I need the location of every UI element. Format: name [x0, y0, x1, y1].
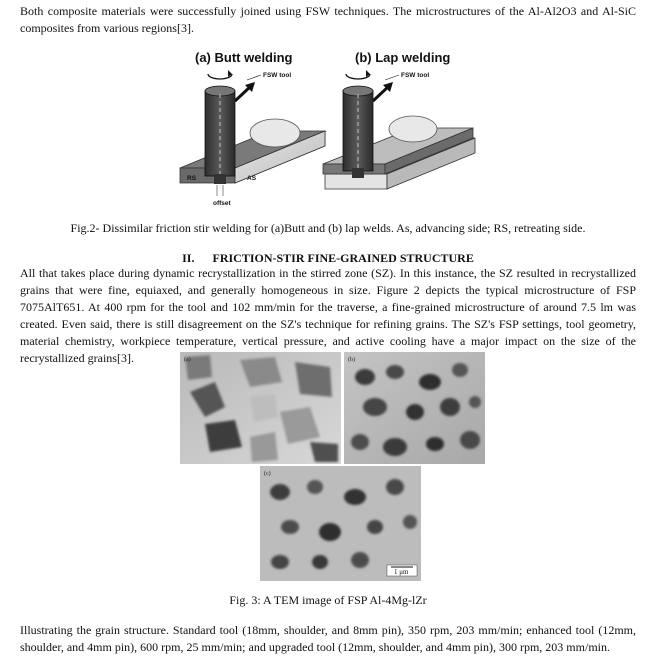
- as-label: AS: [247, 175, 257, 182]
- intro-paragraph: Both composite materials were successfully joined using FSW techniques. The microstructures of the Al-Al2O3 and Al-SiC composites from various regions[3].: [20, 4, 636, 35]
- rs-label: RS: [187, 175, 197, 182]
- offset-label: offset: [213, 200, 231, 207]
- panel-b-title: (b) Lap welding: [355, 50, 451, 65]
- panel-b-tool-label: FSW tool: [401, 72, 430, 79]
- scale-bar-label: 1 μm: [394, 568, 409, 576]
- panel-a-title: (a) Butt welding: [195, 50, 293, 65]
- section-title: FRICTION-STIR FINE-GRAINED STRUCTURE: [212, 251, 474, 265]
- micrograph-c: [260, 466, 421, 581]
- figure-3-tem-micrographs: [180, 352, 485, 582]
- section-number: II.: [182, 251, 195, 265]
- section-heading: [0, 251, 656, 266]
- micrograph-a: [180, 352, 341, 464]
- figure-2-caption: Fig.2- Dissimilar friction stir welding for (a)Butt and (b) lap welds. As, advancing side; RS, retreating side.: [70, 221, 586, 235]
- micrograph-b-label: (b): [348, 357, 355, 363]
- closing-paragraph: Illustrating the grain structure. Standard tool (18mm, shoulder, and 8mm pin), 350 rpm, 203 mm/min; enhanced tool (12mm, shoulder, and 4mm pin), 600 rpm, 25 mm/min; and upgraded tool (12mm, shoulder, and 4mm pin), 300 rpm, 203 mm/min.: [20, 623, 636, 654]
- micrograph-a-label: (a): [184, 357, 191, 363]
- panel-a-butt-welding: [180, 50, 327, 207]
- micrograph-c-label: (c): [264, 471, 271, 477]
- panel-b-lap-welding: [323, 50, 475, 189]
- figure-2-welding-diagram: [175, 46, 485, 211]
- panel-a-tool-label: FSW tool: [263, 72, 292, 79]
- section-body-paragraph: All that takes place during dynamic recrystallization in the stirred zone (SZ). In this instance, the SZ resulted in recrystallized grains that were fine, equiaxed, and generally homogeneous in size. Figure 2 depicts the typical microstructure of FSP 7075AlT651. At 400 rpm for the tool and 102 mm/min for the traverse, a fine-grained microstructure of around 7.5 lm was created. Even said, there is still disagreement on the SZ's technique for refining grains. The SZ's FSP settings, tool geometry, material chemistry, workpiece temperature, vertical pressure, and active cooling have a major impact on the size of the recrystallized grains[3].: [20, 266, 636, 365]
- figure-3-caption: Fig. 3: A TEM image of FSP Al-4Mg-lZr: [229, 593, 427, 607]
- micrograph-b: [344, 352, 485, 464]
